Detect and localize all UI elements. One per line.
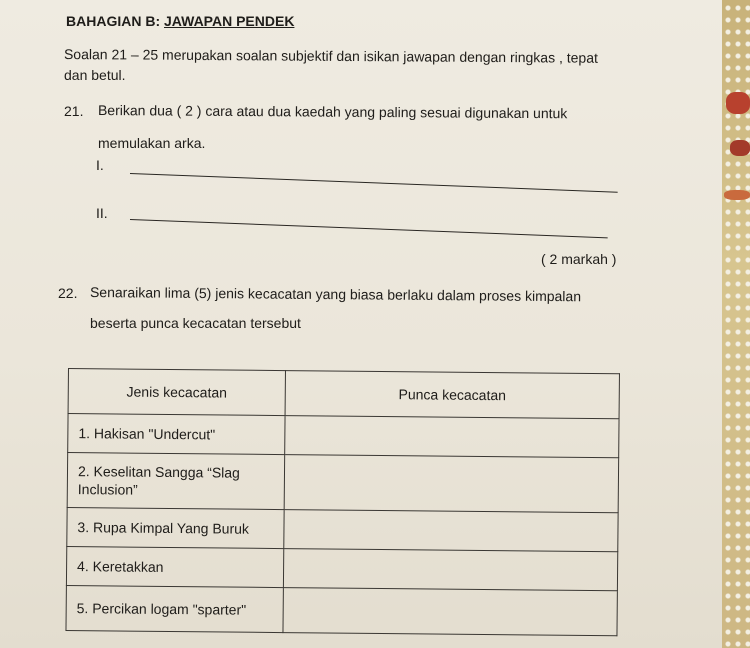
defect-cell: 2. Keselitan Sangga “Slag Inclusion” xyxy=(67,453,285,510)
defect-cell: 5. Percikan logam "sparter" xyxy=(66,585,283,632)
fabric-pattern xyxy=(726,92,750,114)
table-row xyxy=(67,453,619,513)
q21-text-line-1: Berikan dua ( 2 ) cara atau dua kaedah yang paling sesuai digunakan untuk xyxy=(97,102,568,122)
section-title xyxy=(66,13,294,30)
instructions-line-1: Soalan 21 – 25 merupakan soalan subjektif dan isikan jawapan dengan ringkas , tepat xyxy=(63,46,598,66)
header-jenis-kecacatan: Jenis kecacatan xyxy=(68,369,285,416)
table-row xyxy=(66,546,617,590)
instructions-line-2: dan betul. xyxy=(64,67,126,83)
fabric-pattern xyxy=(730,140,750,156)
defect-cell: 1. Hakisan "Undercut" xyxy=(68,414,285,455)
q21-text-line-2: memulakan arka. xyxy=(98,135,206,151)
defect-cell: 4. Keretakkan xyxy=(66,546,283,587)
cause-cell[interactable] xyxy=(283,588,617,636)
section-name: JAWAPAN PENDEK xyxy=(164,13,295,29)
table-row xyxy=(68,414,619,458)
fabric-pattern xyxy=(724,190,750,200)
answer-label-2: II. xyxy=(96,205,108,221)
defects-table xyxy=(65,368,619,636)
background-fabric-edge xyxy=(722,0,750,648)
table-header-row xyxy=(68,369,619,419)
section-prefix: BAHAGIAN B: xyxy=(66,13,164,29)
answer-line-1[interactable] xyxy=(130,173,618,193)
cause-cell[interactable] xyxy=(283,549,617,591)
answer-label-1: I. xyxy=(96,157,104,173)
q21-number: 21. xyxy=(64,103,84,119)
answer-line-2[interactable] xyxy=(130,219,608,238)
cause-cell[interactable] xyxy=(285,416,619,458)
cause-cell[interactable] xyxy=(284,455,619,513)
header-punca-kecacatan: Punca kecacatan xyxy=(285,371,619,419)
q22-text-line-1: Senaraikan lima (5) jenis kecacatan yang biasa berlaku dalam proses kimpalan xyxy=(89,284,582,305)
cause-cell[interactable] xyxy=(284,510,618,552)
q21-marks: ( 2 markah ) xyxy=(541,251,617,267)
table-row xyxy=(67,507,618,551)
table-row xyxy=(66,585,617,635)
defect-cell: 3. Rupa Kimpal Yang Buruk xyxy=(67,507,284,548)
q22-text-line-2: beserta punca kecacatan tersebut xyxy=(90,315,301,331)
q22-number: 22. xyxy=(58,285,78,301)
